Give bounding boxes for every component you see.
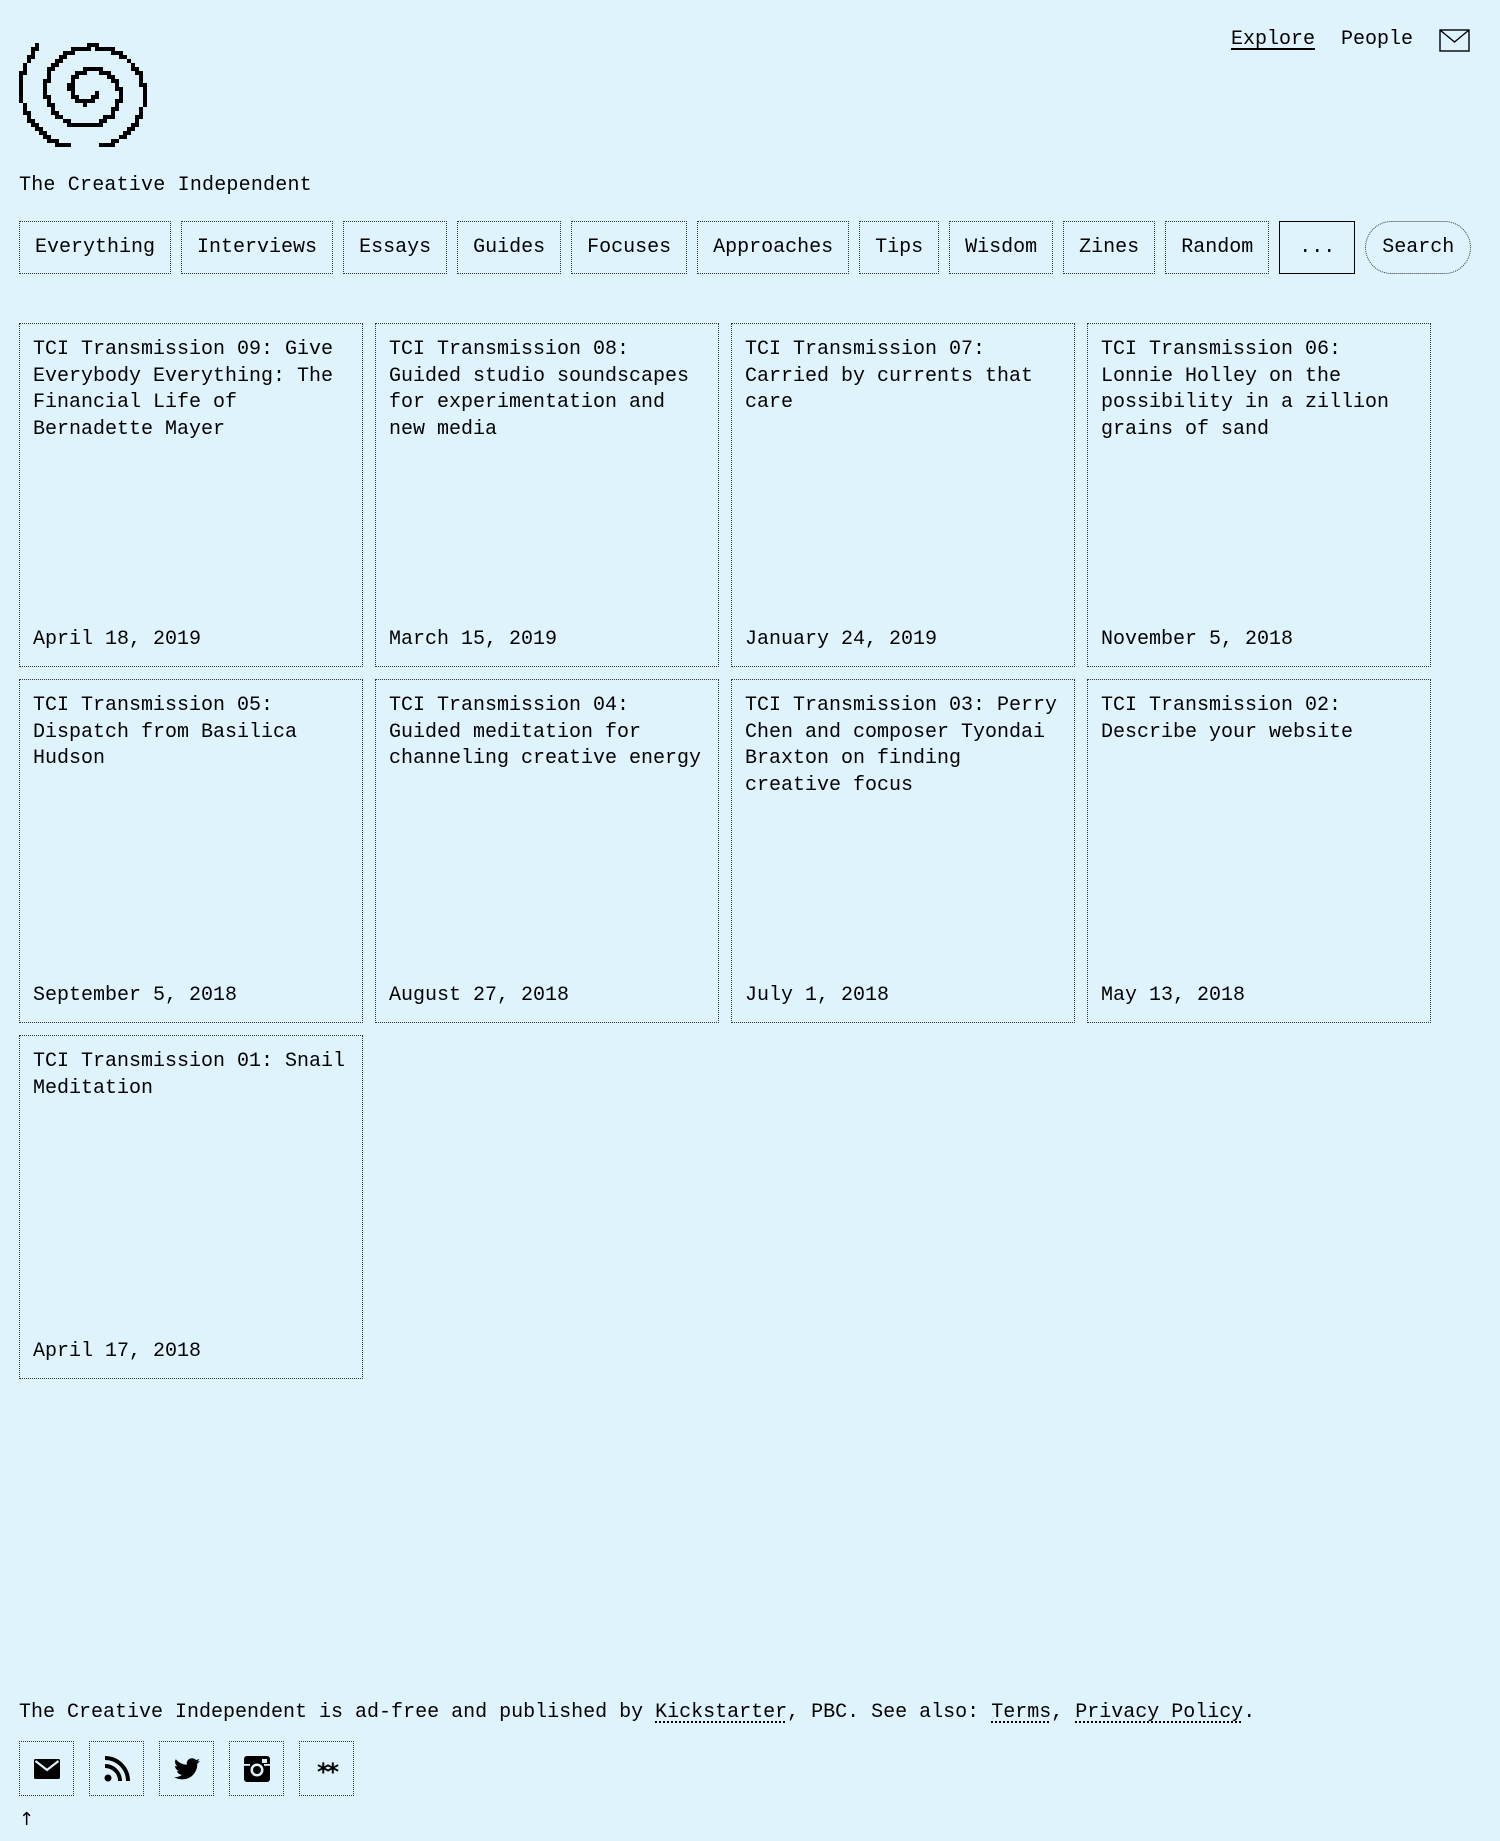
card-title: TCI Transmission 04: Guided meditation for channeling creative energy (389, 694, 702, 770)
card-date: January 24, 2019 (745, 628, 938, 651)
article-card[interactable] (731, 679, 1075, 1023)
card-title: TCI Transmission 05: Dispatch from Basilica Hudson (33, 694, 298, 770)
category-wisdom-button[interactable]: Wisdom (949, 221, 1053, 274)
card-date: April 18, 2019 (33, 628, 202, 651)
article-card[interactable] (375, 323, 719, 667)
privacy-policy-link[interactable]: Privacy Policy (1075, 1701, 1244, 1724)
twitter-button[interactable] (159, 1741, 214, 1796)
card-date: September 5, 2018 (33, 984, 238, 1007)
rss-icon (104, 1756, 130, 1782)
footer-text-part: , PBC. See also: (787, 1701, 992, 1724)
social-links (19, 1741, 369, 1796)
kickstarter-link[interactable]: Kickstarter (655, 1701, 788, 1724)
instagram-icon (244, 1756, 270, 1782)
footer-text-part: The Creative Independent is ad-free and published by (19, 1701, 656, 1724)
category-bar (19, 221, 1471, 274)
spiral-logo-icon[interactable] (19, 19, 160, 147)
article-card[interactable] (19, 323, 363, 667)
search-button[interactable]: Search (1365, 221, 1471, 274)
category-everything-button[interactable]: Everything (19, 221, 171, 274)
category-zines-button[interactable]: Zines (1063, 221, 1155, 274)
card-title: TCI Transmission 02: Describe your website (1101, 694, 1354, 744)
top-nav (1231, 28, 1470, 52)
twitter-icon (174, 1758, 200, 1780)
mail-outline-icon[interactable] (1439, 29, 1470, 52)
card-title: TCI Transmission 06: Lonnie Holley on the possibility in a zillion grains of sand (1101, 338, 1390, 441)
card-title: TCI Transmission 09: Give Everybody Everything: The Financial Life of Bernadette Mayer (33, 338, 334, 441)
category-interviews-button[interactable]: Interviews (181, 221, 333, 274)
card-title: TCI Transmission 01: Snail Meditation (33, 1050, 346, 1100)
nav-people-link[interactable]: People (1340, 28, 1413, 51)
terms-link[interactable]: Terms (991, 1701, 1052, 1724)
category-guides-button[interactable]: Guides (457, 221, 561, 274)
article-card[interactable] (375, 679, 719, 1023)
card-title: TCI Transmission 03: Perry Chen and composer Tyondai Braxton on finding creative focus (745, 694, 1058, 797)
footer-period: . (1243, 1701, 1256, 1724)
more-categories-button[interactable]: ... (1279, 221, 1355, 274)
footer-separator: , (1051, 1701, 1076, 1724)
category-random-button[interactable]: Random (1165, 221, 1269, 274)
card-date: May 13, 2018 (1101, 984, 1246, 1007)
article-card[interactable] (19, 1035, 363, 1379)
card-title: TCI Transmission 08: Guided studio soundscapes for experimentation and new media (389, 338, 690, 441)
card-date: March 15, 2019 (389, 628, 558, 651)
back-to-top-link[interactable]: ↑ (19, 1809, 35, 1830)
card-date: August 27, 2018 (389, 984, 570, 1007)
category-approaches-button[interactable]: Approaches (697, 221, 849, 274)
card-title: TCI Transmission 07: Carried by currents that care (745, 338, 1034, 414)
footer-text (19, 1701, 1255, 1725)
article-card[interactable] (1087, 323, 1431, 667)
category-focuses-button[interactable]: Focuses (571, 221, 687, 274)
card-date: April 17, 2018 (33, 1340, 202, 1363)
category-essays-button[interactable]: Essays (343, 221, 447, 274)
site-title[interactable]: The Creative Independent (19, 174, 312, 197)
asterisks-icon: ** (316, 1757, 337, 1786)
article-card[interactable] (731, 323, 1075, 667)
email-button[interactable] (19, 1741, 74, 1796)
category-tips-button[interactable]: Tips (859, 221, 939, 274)
nav-explore-link[interactable]: Explore (1230, 28, 1315, 51)
rss-button[interactable] (89, 1741, 144, 1796)
article-card[interactable] (1087, 679, 1431, 1023)
instagram-button[interactable] (229, 1741, 284, 1796)
card-date: July 1, 2018 (745, 984, 890, 1007)
email-icon (34, 1759, 60, 1779)
article-card[interactable] (19, 679, 363, 1023)
asterisks-button[interactable] (299, 1741, 354, 1796)
card-date: November 5, 2018 (1101, 628, 1294, 651)
